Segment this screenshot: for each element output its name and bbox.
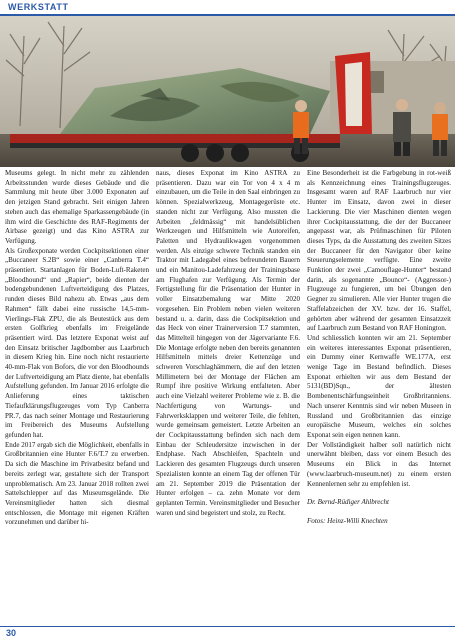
article-paragraph: Der Vollständigkeit halber soll natürlich nicht unerwähnt bleiben, dass vor einem Besuch des Museums ein Blick in das Internet (www.laarbruch-museum.net) zu einem ersten Kennenlernen sehr zu empfehlen ist. bbox=[307, 440, 451, 488]
author-signature: Dr. Bernd-Rüdiger Ahlbrecht bbox=[307, 498, 390, 507]
footer-rule bbox=[0, 626, 455, 627]
aircraft-wing-on-trailer-photo bbox=[0, 16, 455, 167]
article-paragraph: Museums gelegt. In nicht mehr zu zählenden Arbeitsstunden wurde dieses Gebäude und die Sammlung mit heute über 3.000 Exponaten auf den jetzigen Stand gebracht. Seit einigen Jahren stehen auch das ehemalige Sparkassengebäude (in ihm wird die Geschichte des RAF-Regiments der Airbase gezeigt) und das Kino ASTRA zur Verfügung. bbox=[5, 169, 149, 245]
section-header bbox=[0, 0, 455, 15]
article-paragraph: Ende 2017 ergab sich die Möglichkeit, ebenfalls in Großbritannien eine Hunter F.6/T.7 zu erwerben. Da sich die Maschine im Privatbesitz befand und bereits zerlegt war, gestaltete sich der Transport unproblematisch. Am 23. Januar 2018 rollten zwei Sattelschlepper auf das Museumsgelände. Die Vereinsmitglieder hatten sich diesmal entschlossen, die Montage mit eigenen Kräften vorzunehmen und darüber hi- bbox=[5, 440, 149, 527]
article-paragraph: Eine Besonderheit ist die Farbgebung in rot-weiß als Kennzeichnung eines Trainingsflugzeuges. Insgesamt waren auf RAF Laarbruch nur vier Hunter im Einsatz, davon zwei in dieser Lackierung. Die vier Maschinen dienten wegen ihrer Cockpitausstattung, die der der Buccaneer angepasst war, als Prüfmaschinen für Piloten dieses Typs, da die Ausstattung des zweiten Sitzes der Buccaneer für den Navigator über keine Steuerungselemente verfügte. Eine zweite Funktion der zwei „Camouflage-Hunter“ bestand darin, als sogenannte „Bounce“- (Aggressor-) Flugzeuge zu fungieren, um bei Übungen den Gegner zu simulieren. Alle vier Hunter trugen die Staffelabzeichen der XV. bzw. der 16. Staffel, gehörten aber während der gesamten Einsatzzeit auf Laarbruch zum Bestand von RAF Honington. bbox=[307, 169, 451, 333]
page-number: 30 bbox=[6, 628, 17, 638]
article-column-2 bbox=[156, 169, 300, 625]
article-column-3 bbox=[307, 169, 451, 625]
article-paragraph: Und schliesslich konnten wir am 21. September ein weiteres interessantes Exponat präsentieren, ein Dummy einer Kernwaffe WE.177A, erst wenige Tage im Bestand befindlich. Dieses Exponat erhielten wir aus dem Bestand der 5131(BD)Sqn., der ältesten Bombenentschärfungseinheit Großbritanniens. Nach unserer Kenntnis sind wir neben Museen in Russland und Großbritannien das einzige europäische Museum, welches ein solches Exponat sein eigen nennen kann. bbox=[307, 333, 451, 439]
photo-credit: Fotos: Heinz-Willi Knechten bbox=[307, 516, 388, 525]
section-label: WERKSTATT bbox=[8, 2, 69, 12]
article-column-1 bbox=[5, 169, 149, 625]
article-paragraph: Als Großexponate werden Cockpitsektionen einer „Buccaneer S.2B“ sowie einer „Canberra T.4“ präsentiert. Startanlagen für Boden-Luft-Raketen „Bloodhound“ und „Rapier“, beide dienten der bodengebundenen Luftverteidigung des Platzes, runden dieses Bild nahezu ab. Etwas „aus dem Rahmen“ fällt dabei eine russische 14,5-mm-Vierlings-Flak ZPU, die als Beutestück aus dem ersten Golfkrieg ebenfalls im Freigelände präsentiert wird. Das letztere Exponat weist auf den Einsatz britischer Jagdbomber aus Laarbruch in diesem Krieg hin. Eine noch nicht restaurierte 40-mm-Flak von Bofors, die vor den Bloodhounds der Luftverteidigung am Platz diente, hat ebenfalls Aufstellung gefunden. Im Januar 2016 erfolgte die Anlieferung eines taktischen Tiefaufklärungsflugzeuges vom Typ Canberra PR.7, das nach seiner Montage und Restaurierung im Freibereich des Museums Aufstellung gefunden hat. bbox=[5, 246, 149, 439]
article-paragraph: naus, dieses Exponat im Kino ASTRA zu präsentieren. Dazu war ein Tor von 4 x 4 m einzubauen, um die Teile in den Saal einbringen zu können. Spezialwerkzeug, Montagegerüste etc. standen nicht zur Verfügung. Also mussten die Arbeiten „feldmässig“ mit handelsüblichen Werkzeugen und Hilfsmitteln wie Autoreifen, Paletten und Hydraulikwagen vorgenommen werden. Als einzige schwere Technik standen ein Traktor mit Ladegabel eines befreundeten Bauern und ein Manitou-Ladefahrzeug der Trainingsbase am Flughafen zur Verfügung. Als Termin der Fertigstellung für die Präsentation der Hunter in voller Einsatzbemalung war Mitte 2020 vorgesehen. Ein Problem neben vielen weiteren bestand u. a. darin, dass die Cockpitsektion und das Heck von einer Trainerversion T.7 stammten, das Mittelteil hingegen von der Jägervariante F.6. Die Montage erfolgte neben den bereits genannten Hilfsmitteln mittels dreier Kettenzüge und schweren Vorschlaghämmern, die auf den letzten Millimetern bei der Montage der Flächen am Rumpf ihre positive Wirkung entfalteten. Aber auch eine Vielzahl weiterer Probleme wie z. B. die Nachfertigung von Wartungs- und Fahrwerksklappen und weiterer Teile, die fehlten, wurde gemeinsam gemeistert. Letzte Arbeiten an der Cockpitausstattung befinden sich nach dem Einbau der Schleudersitze inzwischen in der Endphase. Nach Abschleifen, Spachteln und Lackieren des gesamten Flugzeugs durch unseren Spezialisten konnte an einem Tag der offenen Tür am 21. September 2019 die Präsentation der Hunter erfolgen – ca. zehn Monate vor dem geplanten Termin. Vereinsmitglieder und Besucher waren und sind begeistert und stolz, zu Recht. bbox=[156, 169, 300, 517]
